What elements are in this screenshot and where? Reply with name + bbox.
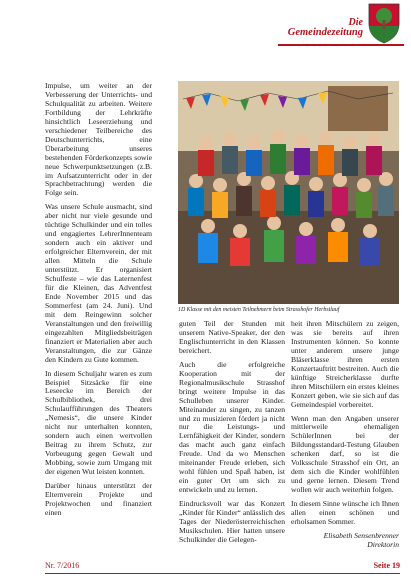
paragraph: In diesem Sinne wünsche ich Ihnen allen einen schönen und erholsamen Sommer. xyxy=(291,499,399,527)
paragraph: guten Teil der Stunden mit unserem Native-Speaker, der den Englischunterricht in den Klassen bereichert. xyxy=(179,319,285,355)
paragraph: In diesem Schuljahr waren es zum Beispiel Sitzsäcke für eine Leseecke im Bereich der Schulbibliothek, drei Schulaufführungen des Theaters „Nemesis“, die unsere Kinder nicht nur unterhalten konnten, sondern auch einen wertvollen Beitrag zu ihrem Schutz, zur Vorbeugung gegen Gewalt und Mobbing, sowie zum Umgang mit der eigenen Wut leisten konnten. xyxy=(45,368,152,477)
paragraph: Impulse, um weiter an der Verbesserung der Unterrichts- und Schulqualität zu arbeiten. Weitere Fortbildung der Lehrkräfte hinsichtlich Leseerziehung und verschiedener Teilbereiche des Deutschunterrichts, eine Überarbeitung unseres bestehenden Förderkonzepts sowie neue Schwerpunktsetzungen (z.B. im Aufsatzunterricht oder in der Sprachbetrachtung) werden die Folge sein. xyxy=(45,81,152,198)
paragraph: Darüber hinaus unterstützt der Elternverein Projekte und Projektwochen und finanziert einen xyxy=(45,480,152,517)
magazine-title xyxy=(288,18,363,38)
municipal-crest-icon xyxy=(367,2,401,44)
magazine-title-line1: Die xyxy=(348,17,363,28)
page-number: Seite 19 xyxy=(373,561,400,570)
magazine-title-line2: Gemeindezeitung xyxy=(287,27,363,38)
signature-role: Direktorin xyxy=(367,539,399,549)
paragraph: Wenn man den Angaben unserer mittlerweile ehemaligen SchülerInnen bei der Bildungsstandard-Testung Glauben schenken darf, so ist die Volksschule Strasshof ein Ort, an dem sich die Kinder wohlfühlen und gerne lernen. Diesem Trend wollen wir auch weiterhin folgen. xyxy=(291,413,399,495)
signature-name: Elisabeth Sensenbrenner xyxy=(323,530,399,540)
paragraph: heit ihren Mitschülern zu zeigen, was sie bereits auf ihren Instrumenten können. So konnte unter anderem unsere junge Bläserklasse ihren ersten Konzertauftritt bestreiten. Auch die künftige Streicherklasse durfte ihren Mitschülern ein erstes kleines Konzert geben, wie sie sich auf das Gemeindespiel vorbereitet. xyxy=(291,319,399,409)
footer-rule xyxy=(45,573,400,574)
page-header xyxy=(0,0,411,46)
paragraph: Eindrucksvoll war das Konzert „Kinder für Kinder“ anlässlich des Tages der Niederösterreichischen Musikschulen. Hier hatten unsere Schulkinder die Gelegen- xyxy=(179,499,285,544)
text-column-3 xyxy=(291,320,399,550)
text-column-2 xyxy=(179,320,285,550)
header-rule xyxy=(278,44,404,46)
text-column-1 xyxy=(45,82,152,523)
issue-number: Nr. 7/2016 xyxy=(45,561,80,570)
class-photo xyxy=(178,81,399,304)
paragraph: Was unsere Schule ausmacht, sind aber nicht nur viele gesunde und tüchtige Schulkinder und ein tolles und engagiertes LehrerInnenteam sondern auch ein aktiver und erfolgreicher Elternverein, der mit allen Mitteln die Schule unterstützt. Er organisiert Schulfeste – wie das Laternenfest für die Kleinen, das Adventfest Ende November 2015 und das Sommerfest (am 24. Juni). Und mit dem Reingewinn solcher Veranstaltungen und den freiwillig eingezahlten Mitgliedsbeiträgen finanziert er Materialien aber auch Veranstaltungen, die zur Gänze den Kindern zu Gute kommen. xyxy=(45,202,152,364)
photo-caption: 1D Klasse mit den meisten Teilnehmern beim Strasshofer Herbstlauf xyxy=(178,307,340,313)
page-footer xyxy=(45,561,400,573)
paragraph: Auch die erfolgreiche Kooperation mit der Regionalmusikschule Strasshof bringt weitere Impulse in das Schulleben unserer Kinder. Miteinander zu singen, zu tanzen und zu musizieren fördert ja nicht nur die Leistungs- und Lernfähigkeit der Kinder, sondern das macht auch ganz einfach Freude. Und da wo Menschen miteinander Freude erleben, sich wohl fühlen und Spaß haben, ist ein guter Ort um sich zu entwickeln und zu lernen. xyxy=(179,359,285,495)
